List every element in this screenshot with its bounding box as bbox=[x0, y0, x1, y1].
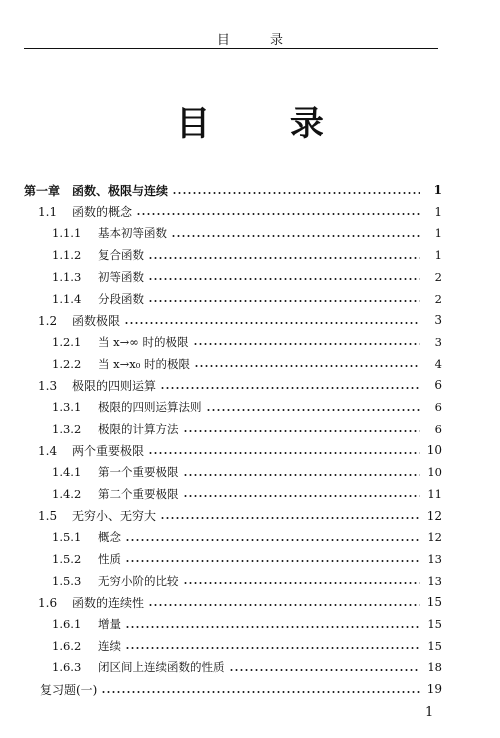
toc-entry-number: 1.5.2 bbox=[52, 551, 82, 566]
toc-entry-title bbox=[52, 616, 125, 632]
toc-entry-text: 第二个重要极限 bbox=[98, 486, 179, 501]
toc-entry[interactable] bbox=[24, 180, 442, 200]
toc-entry-text: 性质 bbox=[98, 551, 121, 566]
toc-entry-page: 19 bbox=[426, 682, 442, 697]
toc-entry[interactable] bbox=[52, 549, 442, 569]
dot-leader bbox=[183, 474, 421, 476]
toc-entry-text: 连续 bbox=[98, 638, 121, 653]
toc-entry-page: 6 bbox=[434, 421, 442, 436]
toc-entry-text: 当 x→∞ 时的极限 bbox=[98, 334, 189, 349]
toc-entry-title bbox=[38, 507, 160, 524]
toc-entry-page: 3 bbox=[434, 313, 442, 328]
dot-leader bbox=[229, 669, 421, 671]
dot-leader bbox=[125, 647, 420, 649]
toc-entry-title bbox=[52, 399, 206, 415]
toc-entry-page: 12 bbox=[426, 508, 442, 523]
toc-entry-text: 复习题(一) bbox=[40, 682, 98, 697]
toc-entry-number: 1.3.2 bbox=[52, 421, 82, 436]
toc-entry-number: 1.1.3 bbox=[52, 269, 82, 284]
toc-entry-number: 1.6.3 bbox=[52, 660, 82, 675]
toc-entry-text: 复合函数 bbox=[98, 248, 144, 263]
toc-entry-page: 12 bbox=[427, 530, 442, 545]
toc-entry-number: 1.4 bbox=[38, 443, 58, 458]
toc-entry-page: 10 bbox=[426, 443, 442, 458]
header-rule bbox=[24, 48, 438, 49]
toc-entry[interactable] bbox=[40, 679, 442, 699]
dot-leader bbox=[148, 604, 420, 606]
toc-entry-text: 当 x→x₀ 时的极限 bbox=[98, 356, 191, 371]
toc-entry[interactable] bbox=[38, 310, 442, 330]
toc-entry-text: 无穷小阶的比较 bbox=[98, 573, 179, 588]
toc-entry-page: 3 bbox=[434, 334, 442, 349]
toc-entry[interactable] bbox=[52, 614, 442, 634]
toc-entry-page: 15 bbox=[427, 617, 442, 631]
toc-entry-page: 6 bbox=[434, 378, 442, 393]
toc-entry-number: 1.1 bbox=[38, 205, 58, 220]
toc-entry-page: 1 bbox=[433, 183, 442, 197]
toc-entry[interactable] bbox=[52, 419, 442, 439]
toc-entry-number: 1.6.2 bbox=[52, 638, 82, 653]
toc-entry-number: 1.5.3 bbox=[52, 573, 82, 588]
toc-entry-number: 1.5 bbox=[38, 509, 58, 523]
dot-leader bbox=[183, 582, 421, 584]
toc-entry-title bbox=[38, 377, 160, 394]
page-title: 目 录 bbox=[176, 104, 358, 144]
toc-entry-number: 1.2.1 bbox=[52, 334, 82, 349]
toc-entry-page: 2 bbox=[434, 269, 442, 284]
toc-entry-number: 1.3.1 bbox=[52, 400, 82, 414]
toc-entry-number: 1.4.1 bbox=[52, 465, 82, 480]
toc-entry-text: 函数极限 bbox=[72, 313, 121, 328]
toc-entry-number: 1.1.2 bbox=[52, 248, 82, 263]
page-number: 1 bbox=[425, 705, 434, 720]
toc-entry-text: 初等函数 bbox=[98, 269, 144, 284]
toc-entry-title bbox=[38, 312, 124, 329]
toc-entry-number: 第一章 bbox=[24, 183, 61, 198]
toc-entry-title bbox=[52, 334, 193, 350]
running-head: 目 录 bbox=[216, 33, 302, 48]
dot-leader bbox=[125, 560, 420, 562]
toc-entry-title bbox=[38, 203, 136, 220]
dot-leader bbox=[125, 539, 420, 541]
toc-entry[interactable] bbox=[38, 202, 442, 222]
toc-entry-title bbox=[24, 182, 172, 199]
toc-entry-text: 极限的四则运算法则 bbox=[98, 400, 202, 414]
toc-entry-page: 10 bbox=[427, 465, 442, 480]
toc-entry[interactable] bbox=[52, 462, 442, 482]
toc-entry[interactable] bbox=[52, 571, 442, 591]
toc-entry-text: 函数的连续性 bbox=[72, 595, 145, 610]
toc-entry[interactable] bbox=[52, 657, 442, 677]
toc-entry-page: 15 bbox=[427, 638, 442, 653]
dot-leader bbox=[124, 322, 420, 324]
toc-entry-title bbox=[52, 464, 183, 480]
toc-entry[interactable] bbox=[38, 375, 442, 395]
toc-entry[interactable] bbox=[52, 636, 442, 656]
toc-entry-title bbox=[52, 356, 194, 372]
toc-entry-number: 1.1.4 bbox=[52, 291, 82, 306]
toc-entry[interactable] bbox=[38, 440, 442, 460]
toc-entry-title bbox=[52, 551, 125, 567]
toc-entry-page: 2 bbox=[434, 291, 442, 306]
toc-entry-title bbox=[52, 421, 183, 437]
toc-entry-page: 1 bbox=[434, 204, 442, 219]
toc-entry-text: 闭区间上连续函数的性质 bbox=[98, 660, 225, 675]
toc-entry[interactable] bbox=[52, 397, 442, 417]
toc-entry-text: 极限的计算方法 bbox=[98, 421, 179, 436]
dot-leader bbox=[160, 387, 420, 389]
toc-entry-title bbox=[52, 269, 148, 285]
toc-entry-number: 1.5.1 bbox=[52, 530, 82, 545]
toc-entry-page: 6 bbox=[434, 400, 442, 414]
toc-entry-title bbox=[52, 291, 148, 307]
toc-entry-title bbox=[40, 681, 101, 698]
toc-entry-page: 11 bbox=[427, 486, 442, 501]
toc-entry[interactable] bbox=[38, 506, 442, 526]
toc-entry-text: 极限的四则运算 bbox=[72, 378, 157, 393]
toc-entry-title bbox=[38, 594, 148, 611]
toc-entry[interactable] bbox=[52, 223, 442, 243]
dot-leader bbox=[171, 235, 420, 237]
toc-entry[interactable] bbox=[52, 354, 442, 374]
dot-leader bbox=[206, 409, 421, 411]
toc-entry[interactable] bbox=[38, 592, 442, 612]
toc-entry-page: 18 bbox=[427, 660, 442, 675]
toc-entry-text: 基本初等函数 bbox=[98, 226, 167, 241]
toc-entry-title bbox=[52, 659, 229, 675]
dot-leader bbox=[172, 192, 420, 194]
toc-entry[interactable] bbox=[52, 267, 442, 287]
toc-entry-title bbox=[52, 247, 148, 263]
dot-leader bbox=[194, 365, 420, 367]
toc-entry[interactable] bbox=[52, 484, 442, 504]
toc-entry-number: 1.2 bbox=[38, 313, 58, 328]
toc-entry-title bbox=[52, 573, 183, 589]
toc-entry-page: 13 bbox=[427, 573, 442, 588]
toc-entry-text: 函数的概念 bbox=[72, 205, 133, 220]
toc-entry-number: 1.1.1 bbox=[52, 226, 82, 241]
dot-leader bbox=[148, 278, 420, 280]
toc-entry-page: 4 bbox=[434, 356, 442, 371]
toc-entry-title bbox=[52, 529, 125, 545]
toc-entry[interactable] bbox=[52, 332, 442, 352]
dot-leader bbox=[136, 213, 420, 215]
toc-entry-text: 函数、极限与连续 bbox=[72, 183, 169, 198]
toc-entry-text: 概念 bbox=[98, 530, 121, 545]
toc-entry-text: 第一个重要极限 bbox=[98, 465, 179, 480]
toc-entry-number: 1.6 bbox=[38, 595, 58, 610]
toc-entry-number: 1.6.1 bbox=[52, 617, 82, 631]
dot-leader bbox=[183, 430, 421, 432]
dot-leader bbox=[193, 343, 420, 345]
dot-leader bbox=[125, 626, 420, 628]
dot-leader bbox=[101, 691, 420, 693]
dot-leader bbox=[148, 452, 420, 454]
toc-entry-number: 1.4.2 bbox=[52, 486, 82, 501]
toc-entry-title bbox=[52, 225, 171, 241]
dot-leader bbox=[148, 300, 420, 302]
toc-entry-text: 分段函数 bbox=[98, 291, 144, 306]
toc-entry-text: 两个重要极限 bbox=[72, 443, 145, 458]
toc-entry[interactable] bbox=[52, 289, 442, 309]
toc-entry-page: 1 bbox=[434, 248, 442, 263]
toc-entry-page: 13 bbox=[427, 551, 442, 566]
toc-entry[interactable] bbox=[52, 245, 442, 265]
toc-entry-page: 1 bbox=[434, 226, 442, 241]
toc-entry-title bbox=[52, 486, 183, 502]
toc-entry[interactable] bbox=[52, 527, 442, 547]
toc-entry-number: 1.2.2 bbox=[52, 356, 82, 371]
toc-entry-title bbox=[38, 442, 148, 459]
toc-entry-number: 1.3 bbox=[38, 378, 58, 393]
toc-entry-text: 增量 bbox=[98, 617, 121, 631]
dot-leader bbox=[148, 257, 420, 259]
dot-leader bbox=[160, 517, 420, 519]
toc-entry-title bbox=[52, 638, 125, 654]
dot-leader bbox=[183, 495, 421, 497]
toc-entry-text: 无穷小、无穷大 bbox=[72, 509, 157, 523]
toc-entry-page: 15 bbox=[426, 595, 442, 610]
